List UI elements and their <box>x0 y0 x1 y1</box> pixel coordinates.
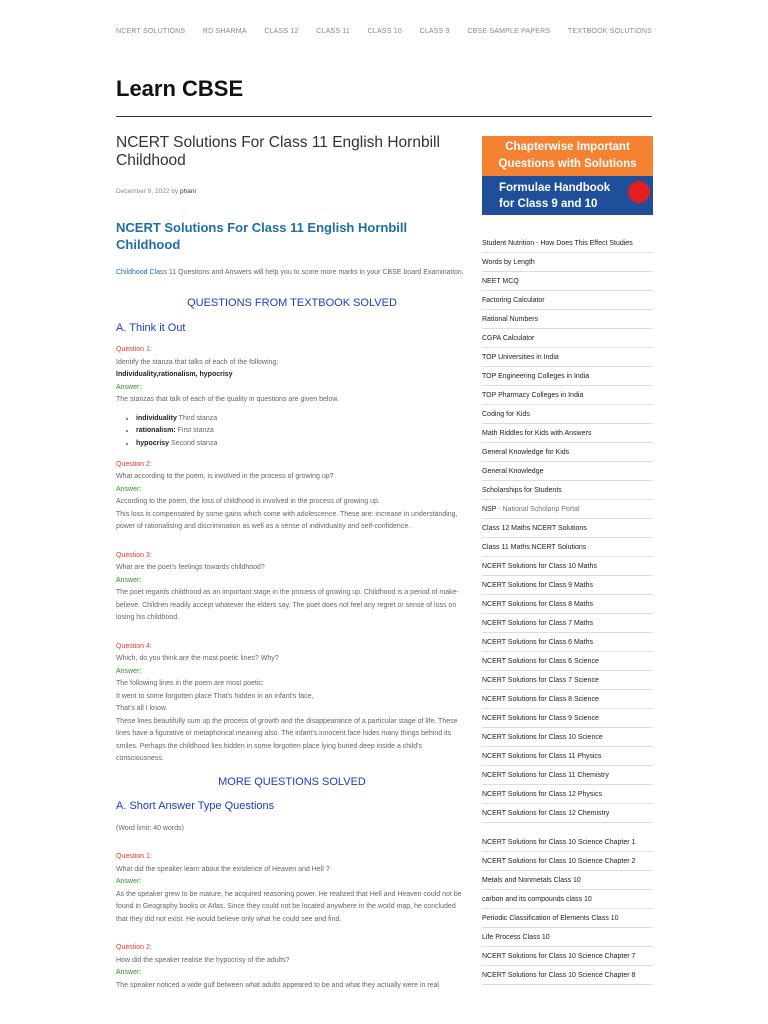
sidebar-link[interactable]: NCERT Solutions for Class 10 Science Chapter 1 <box>482 833 653 852</box>
post-author[interactable]: phani <box>179 188 196 195</box>
sidebar-link[interactable]: Student Nutrition - How Does This Effect Studies <box>482 234 653 253</box>
sidebar-link[interactable]: Words by Length <box>482 253 653 272</box>
answer-list <box>136 413 468 451</box>
sidebar-link[interactable]: NCERT Solutions for Class 12 Chemistry <box>482 804 653 823</box>
top-nav <box>116 28 652 35</box>
sidebar-link[interactable]: NCERT Solutions for Class 9 Science <box>482 709 653 728</box>
nav-ncert-solutions[interactable]: NCERT SOLUTIONS <box>116 28 186 35</box>
answer-label: Answer: <box>116 485 142 493</box>
answer-text: As the speaker grew to be mature, he acquired reasoning power. He realized that Hell and Heaven could not be found in Geography books or Atlas. Since they could not be located anywhere in the world map, he concluded that they did not exist. He would believe only what he could see and find. <box>116 890 462 923</box>
answer-label: Answer: <box>116 576 142 584</box>
nav-class-12[interactable]: CLASS 12 <box>264 28 299 35</box>
sidebar <box>482 136 653 985</box>
answer-text: The stanzas that talk of each of the quality in questions are given below. <box>116 396 339 403</box>
sidebar-link[interactable]: carbon and its compounds class 10 <box>482 890 653 909</box>
sidebar-link[interactable]: Coding for Kids <box>482 405 653 424</box>
question-label: Question 1: <box>116 346 152 353</box>
sidebar-links-science <box>482 833 653 985</box>
sidebar-link[interactable]: NCERT Solutions for Class 10 Science <box>482 728 653 747</box>
post-date: December 9, 2022 <box>116 188 170 195</box>
question-text: What according to the poem, is involved in the process of growing up? <box>116 473 334 481</box>
sidebar-link[interactable]: NCERT Solutions for Class 11 Physics <box>482 747 653 766</box>
question-text: What did the speaker learn about the existence of Heaven and Hell ? <box>116 865 330 873</box>
nav-rd-sharma[interactable]: RD SHARMA <box>202 28 247 35</box>
nav-class-10[interactable]: CLASS 10 <box>367 28 402 35</box>
article-heading: NCERT Solutions For Class 11 English Hornbill Childhood <box>116 219 408 252</box>
sidebar-link[interactable]: TOP Universities in India <box>482 348 653 367</box>
formulae-handbook-label: Formulae Handbook for Class 9 and 10 <box>499 182 611 210</box>
question-label: Question 2: <box>116 460 152 468</box>
nav-sample-papers[interactable]: CBSE SAMPLE PAPERS <box>467 28 551 35</box>
answer-text: It went to some forgotten place That's hidden in an infant's face, <box>116 692 314 700</box>
list-item: • rationalism: First stanza <box>136 425 468 438</box>
question-label: Question 3: <box>116 551 152 559</box>
post-title: NCERT Solutions For Class 11 English Hornbill Childhood <box>116 134 440 169</box>
answer-text: The following lines in the poem are most poetic: <box>116 680 264 688</box>
sidebar-link[interactable]: Class 11 Maths NCERT Solutions <box>482 538 653 557</box>
sidebar-link[interactable]: NCERT Solutions for Class 11 Chemistry <box>482 766 653 785</box>
sidebar-link[interactable]: Metals and Nonmetals Class 10 <box>482 871 653 890</box>
question-text: What are the poet's feelings towards childhood? <box>116 564 265 572</box>
sidebar-link[interactable]: NCERT Solutions for Class 6 Maths <box>482 633 653 652</box>
nav-textbook-solutions[interactable]: TEXTBOOK SOLUTIONS <box>567 28 652 35</box>
sidebar-link[interactable]: NSP - National Scholarip Portal <box>482 500 653 519</box>
sidebar-link[interactable]: NCERT Solutions for Class 12 Physics <box>482 785 653 804</box>
intro-link[interactable]: Childhood Class <box>116 268 167 276</box>
subheading-think-it-out: A. Think it Out <box>116 321 186 334</box>
section-heading-more: MORE QUESTIONS SOLVED <box>218 775 366 788</box>
sidebar-link[interactable]: Math Riddles for Kids with Answers <box>482 424 653 443</box>
answer-label: Answer: <box>116 969 142 977</box>
formulae-handbook-banner[interactable] <box>482 176 653 215</box>
answer-label: Answer: <box>116 667 142 675</box>
nav-class-11[interactable]: CLASS 11 <box>316 28 351 35</box>
sidebar-link[interactable]: NCERT Solutions for Class 8 Maths <box>482 595 653 614</box>
sidebar-link[interactable]: General Knowledge <box>482 462 653 481</box>
question-subtext: Individuality,rationalism, hypocrisy <box>116 371 233 378</box>
sidebar-link[interactable]: Scholarships for Students <box>482 481 653 500</box>
question-label: Question 1: <box>116 853 152 861</box>
sidebar-link[interactable]: NEET MCQ <box>482 272 653 291</box>
post-by: by <box>171 188 179 195</box>
sidebar-link[interactable]: NCERT Solutions for Class 7 Science <box>482 671 653 690</box>
sidebar-links <box>482 234 653 823</box>
header-divider <box>116 116 652 117</box>
sidebar-link[interactable]: TOP Pharmacy Colleges in India <box>482 386 653 405</box>
sidebar-link[interactable]: Factoring Calculator <box>482 291 653 310</box>
badge-icon <box>628 181 650 203</box>
answer-text: The poet regards childhood as an important stage in the process of growing up. Childhood is a period of make-believe. Children readily accept whatever the elders say. The poet does not feel any regret or sense of loss on losing his childhood. <box>116 589 459 622</box>
sidebar-link[interactable]: Periodic Classification of Elements Class 10 <box>482 909 653 928</box>
sidebar-link[interactable]: NCERT Solutions for Class 10 Science Chapter 7 <box>482 947 653 966</box>
question-label: Question 2: <box>116 944 152 952</box>
sidebar-link[interactable]: Life Process Class 10 <box>482 928 653 947</box>
article <box>116 134 468 992</box>
sidebar-link[interactable]: NCERT Solutions for Class 10 Science Chapter 2 <box>482 852 653 871</box>
list-item: • individuality Third stanza <box>136 413 468 426</box>
answer-text: These lines beautifully sum up the process of growth and the disappearance of a particular stage of life. These lines have a figurative or metaphorical meaning also. The infant's innocent face hides many things behind its smiles. Perhaps the childhood lies hidden in some forgotten place lying buried deep inside a child's consciousness. <box>116 717 458 763</box>
intro-text: 11 Questions and Answers will help you to score more marks in your CBSE board Examination. <box>166 268 464 276</box>
intro-paragraph <box>116 267 468 280</box>
answer-label: Answer: <box>116 878 142 886</box>
site-title[interactable]: Learn CBSE <box>116 76 244 101</box>
question-text: How did the speaker realise the hypocrisy of the adults? <box>116 956 290 964</box>
word-limit: (Word limit: 40 words) <box>116 824 184 832</box>
post-meta <box>116 186 468 199</box>
sidebar-link[interactable]: NCERT Solutions for Class 8 Science <box>482 690 653 709</box>
answer-label: Answer: <box>116 383 142 391</box>
question-text: Identify the stanza that talks of each of the following: <box>116 358 279 366</box>
sidebar-link[interactable]: NCERT Solutions for Class 9 Maths <box>482 576 653 595</box>
question-label: Question 4: <box>116 642 152 650</box>
sidebar-link[interactable]: General Knowledge for Kids <box>482 443 653 462</box>
list-item: • hypocrisy Second stanza <box>136 438 468 451</box>
answer-text: That's all I know. <box>116 705 168 713</box>
nav-class-9[interactable]: CLASS 9 <box>419 28 450 35</box>
sidebar-link[interactable]: Class 12 Maths NCERT Solutions <box>482 519 653 538</box>
sidebar-link[interactable]: NCERT Solutions for Class 6 Science <box>482 652 653 671</box>
sidebar-link[interactable]: CGPA Calculator <box>482 329 653 348</box>
sidebar-link[interactable]: NCERT Solutions for Class 10 Science Chapter 8 <box>482 966 653 985</box>
sidebar-link[interactable]: NCERT Solutions for Class 10 Maths <box>482 557 653 576</box>
subheading-short-answer: A. Short Answer Type Questions <box>116 800 275 813</box>
sidebar-link[interactable]: Rational Numbers <box>482 310 653 329</box>
question-text: Which, do you think are the most poetic lines? Why? <box>116 655 279 663</box>
answer-text: The speaker noticed a wide gulf between what adults appeared to be and what they actually were in real <box>116 981 439 989</box>
sidebar-link[interactable]: TOP Engineering Colleges in India <box>482 367 653 386</box>
section-heading-textbook: QUESTIONS FROM TEXTBOOK SOLVED <box>187 297 397 309</box>
answer-text: According to the poem, the loss of childhood is involved in the process of growing up. <box>116 498 380 506</box>
important-questions-banner[interactable]: Chapterwise Important Questions with Solutions <box>482 136 653 176</box>
sidebar-link[interactable]: NCERT Solutions for Class 7 Maths <box>482 614 653 633</box>
answer-text: This loss is compensated by some gains which come with adolescence. These are: increase in understanding, power of rationalising and discrimination as well as a sense of individuality and self-confidence. <box>116 510 458 531</box>
